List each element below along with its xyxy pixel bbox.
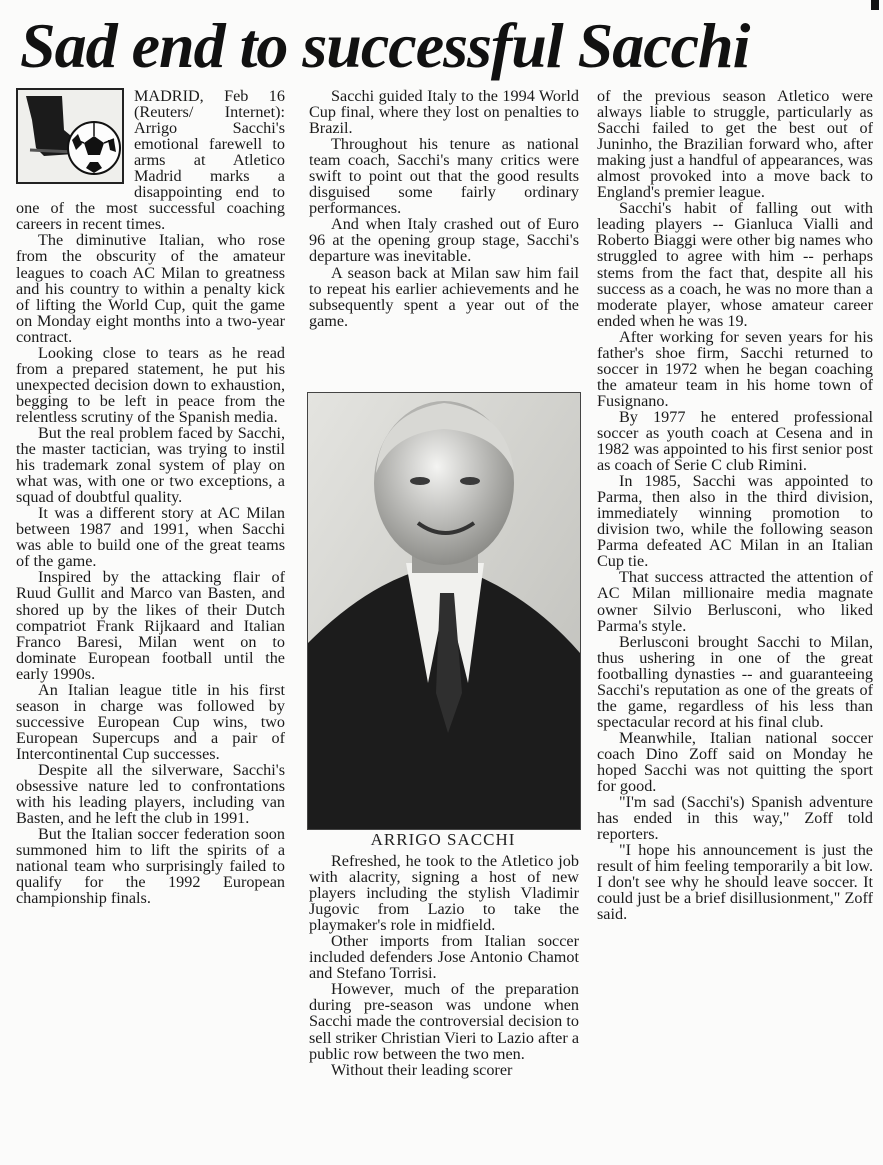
- paragraph: Sacchi guided Italy to the 1994 World Cup final, where they lost on penalties to Brazil.: [309, 87, 579, 138]
- paragraph: An Italian league title in his first season in charge was followed by successive European Cup wins, two European Supercups and a pair of Intercontinental Cup successes.: [16, 680, 285, 763]
- column-2-bottom: [309, 853, 579, 1078]
- column-1: [16, 88, 285, 906]
- paragraph: Despite all the silverware, Sacchi's obsessive nature led to confrontations with his leading players, including van Basten, and he left the club in 1991.: [16, 760, 285, 828]
- paragraph: That success attracted the attention of AC Milan millionaire media magnate owner Silvio Berlusconi, who liked Parma's style.: [597, 568, 873, 635]
- paragraph: MADRID, Feb 16 (Reuters/ Internet): Arrigo Sacchi's emotional farewell to arms at Atletico Madrid marks a disappointing end to one of the most successful coaching careers in recent times.: [16, 87, 285, 234]
- paragraph: Other imports from Italian soccer included defenders Jose Antonio Chamot and Stefano Torrisi.: [309, 932, 579, 983]
- photo-caption: ARRIGO SACCHI: [370, 830, 516, 849]
- paragraph: Throughout his tenure as national team coach, Sacchi's many critics were swift to point out that the good results disguised some fairly ordinary performances.: [309, 135, 579, 218]
- paragraph: "I'm sad (Sacchi's) Spanish adventure has ended in this way," Zoff told reporters.: [597, 793, 873, 844]
- paragraph: Refreshed, he took to the Atletico job with alacrity, signing a host of new players including the stylish Vladimir Jugovic from Lazio to take the playmaker's role in midfield.: [309, 852, 579, 935]
- paragraph: "I hope his announcement is just the result of him feeling temporarily a bit low. I don't see why he should leave soccer. It could just be a brief disillusionment," Zoff said.: [597, 841, 873, 924]
- paragraph: Inspired by the attacking flair of Ruud Gullit and Marco van Basten, and shored up by the likes of their Dutch compatriot Frank Rijkaard and Italian Franco Baresi, Milan went on to dominate European football until the early 1990s.: [16, 568, 285, 683]
- portrait-photo: [307, 392, 581, 830]
- paragraph: It was a different story at AC Milan between 1987 and 1991, when Sacchi was able to build one of the great teams of the game.: [16, 504, 285, 571]
- paragraph: Meanwhile, Italian national soccer coach Dino Zoff said on Monday he hoped Sacchi was not quitting the sport for good.: [597, 728, 873, 796]
- paragraph: By 1977 he entered professional soccer as youth coach at Cesena and in 1982 was appointed to his first senior post as coach of Serie C club Rimini.: [597, 407, 873, 475]
- paragraph: A season back at Milan saw him fail to repeat his earlier achievements and he subsequently spent a year out of the game.: [309, 263, 579, 330]
- paragraph: After working for seven years for his father's shoe firm, Sacchi returned to soccer in 1972 when he began coaching the amateur team in his home town of Fusignano.: [597, 327, 873, 410]
- column-2-top: [309, 88, 579, 329]
- paragraph: And when Italy crashed out of Euro 96 at the opening group stage, Sacchi's departure was inevitable.: [309, 215, 579, 266]
- paragraph: of the previous season Atletico were always liable to struggle, particularly as Sacchi failed to get the best out of Juninho, the Brazilian forward who, after making just a handful of appearances, was almost provoked into a move back to England's premier league.: [597, 87, 873, 202]
- paragraph: Berlusconi brought Sacchi to Milan, thus ushering in one of the great footballing dynasties -- and guaranteeing Sacchi's reputation as one of the greats of the game, regardless of his less than spectacular record at his final club.: [597, 632, 873, 731]
- paragraph: Without their leading scorer: [331, 1060, 513, 1079]
- corner-mark: [871, 0, 879, 10]
- column-3: [597, 88, 873, 922]
- soccer-ball-icon: [16, 88, 124, 184]
- paragraph: But the Italian soccer federation soon summoned him to lift the spirits of a national team who surprisingly failed to qualify for the 1992 European championship finals.: [16, 825, 285, 908]
- paragraph: But the real problem faced by Sacchi, the master tactician, was trying to instil his trademark zonal system of play on what was, with one or two exceptions, a squad of doubtful quality.: [16, 423, 285, 507]
- paragraph: Looking close to tears as he read from a prepared statement, he put his unexpected decision down to exhaustion, begging to be left in peace from the relentless scrutiny of the Spanish media.: [16, 343, 285, 426]
- paragraph: In 1985, Sacchi was appointed to Parma, then also in the third division, immediately winning promotion to division two, while the following season Parma defeated AC Milan in an Italian Cup tie.: [597, 472, 873, 571]
- paragraph: The diminutive Italian, who rose from the obscurity of the amateur leagues to coach AC Milan to greatness and his country to within a penalty kick of lifting the World Cup, quit the game on Monday eight months into a two-year contract.: [16, 231, 285, 346]
- paragraph: Sacchi's habit of falling out with leading players -- Gianluca Vialli and Roberto Biaggi were other big names who struggled to agree with him -- perhaps stems from the fact that, despite all his success as a coach, he was no more than a moderate player, whose amateur career ended when he was 19.: [597, 199, 873, 330]
- headline: Sad end to successful Sacchi: [20, 10, 750, 81]
- paragraph: However, much of the preparation during pre-season was undone when Sacchi made the controversial decision to sell striker Christian Vieri to Lazio after a public row between the two men.: [309, 980, 579, 1063]
